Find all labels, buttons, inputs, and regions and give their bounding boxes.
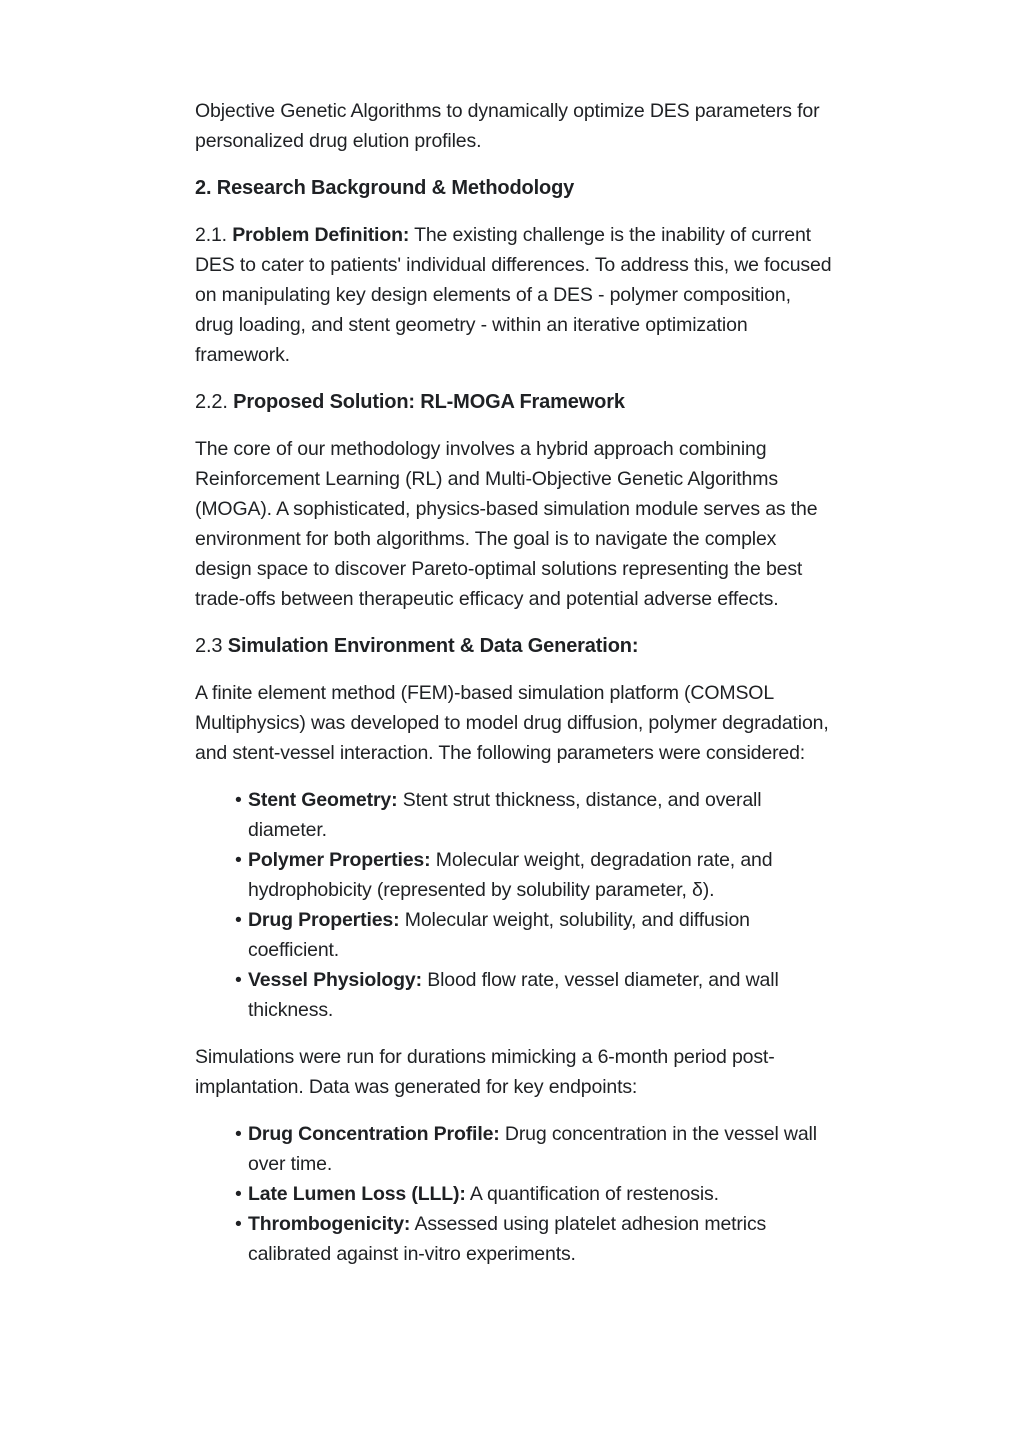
- simulations-paragraph: Simulations were run for durations mimicking a 6-month period post-implantation. Data was generated for key endpoints:: [195, 1046, 775, 1098]
- list-item-text: Stent strut thickness, distance, and overall diameter.: [248, 789, 762, 841]
- endpoints-list: [195, 1119, 834, 1269]
- list-item-term: Polymer Properties:: [248, 849, 431, 871]
- list-item: [235, 845, 834, 905]
- section-2-2-title: Proposed Solution: RL-MOGA Framework: [233, 391, 625, 413]
- list-item: [235, 965, 834, 1025]
- section-2-2-number: 2.2.: [195, 391, 234, 413]
- list-item-text: Molecular weight, solubility, and diffusion coefficient.: [248, 909, 750, 961]
- section-2-2-heading: [195, 387, 834, 417]
- list-item-term: Stent Geometry:: [248, 789, 398, 811]
- list-item-term: Drug Properties:: [248, 909, 400, 931]
- list-item: [235, 785, 834, 845]
- section-2-1-number: 2.1.: [195, 224, 233, 246]
- section-2-3-number: 2.3: [195, 635, 228, 657]
- list-item-term: Late Lumen Loss (LLL):: [248, 1183, 466, 1205]
- intro-text: Objective Genetic Algorithms to dynamically optimize DES parameters for personalized drug elution profiles.: [195, 100, 820, 152]
- list-item-text: Molecular weight, degradation rate, and hydrophobicity (represented by solubility parameter, δ).: [248, 849, 773, 901]
- parameters-list: [195, 785, 834, 1025]
- list-item: [235, 1209, 834, 1269]
- section-2-3-heading: [195, 631, 834, 661]
- list-item-text: Drug concentration in the vessel wall over time.: [248, 1123, 817, 1175]
- list-item-text: Assessed using platelet adhesion metrics calibrated against in-vitro experiments.: [248, 1213, 767, 1265]
- intro-paragraph: [195, 96, 834, 156]
- paragraph-2-1: [195, 220, 834, 370]
- paragraph-2-3: A finite element method (FEM)-based simulation platform (COMSOL Multiphysics) was developed to model drug diffusion, polymer degradation, and stent-vessel interaction. The following parameters were considered:: [195, 682, 829, 764]
- list-item-term: Drug Concentration Profile:: [248, 1123, 500, 1145]
- list-item-text: A quantification of restenosis.: [465, 1183, 719, 1205]
- list-item-term: Thrombogenicity:: [248, 1213, 411, 1235]
- list-item-term: Vessel Physiology:: [248, 969, 422, 991]
- list-item: [235, 1179, 834, 1209]
- list-item-text: Blood flow rate, vessel diameter, and wall thickness.: [248, 969, 779, 1021]
- list-item: [235, 1119, 834, 1179]
- section-2-heading: 2. Research Background & Methodology: [195, 177, 575, 199]
- section-2-3-title: Simulation Environment & Data Generation:: [227, 635, 639, 657]
- section-2-1-title: Problem Definition:: [232, 224, 410, 246]
- section-2-1-text: The existing challenge is the inability of current DES to cater to patients' individual differences. To address this, we focused on manipulating key design elements of a DES - polymer composition, drug loading, and stent geometry - within an iterative optimization framework.: [195, 224, 832, 366]
- list-item: [235, 905, 834, 965]
- paragraph-2-2: The core of our methodology involves a hybrid approach combining Reinforcement Learning (RL) and Multi-Objective Genetic Algorithms (MOGA). A sophisticated, physics-based simulation module serves as the environment for both algorithms. The goal is to navigate the complex design space to discover Pareto-optimal solutions representing the best trade-offs between therapeutic efficacy and potential adverse effects.: [195, 438, 818, 610]
